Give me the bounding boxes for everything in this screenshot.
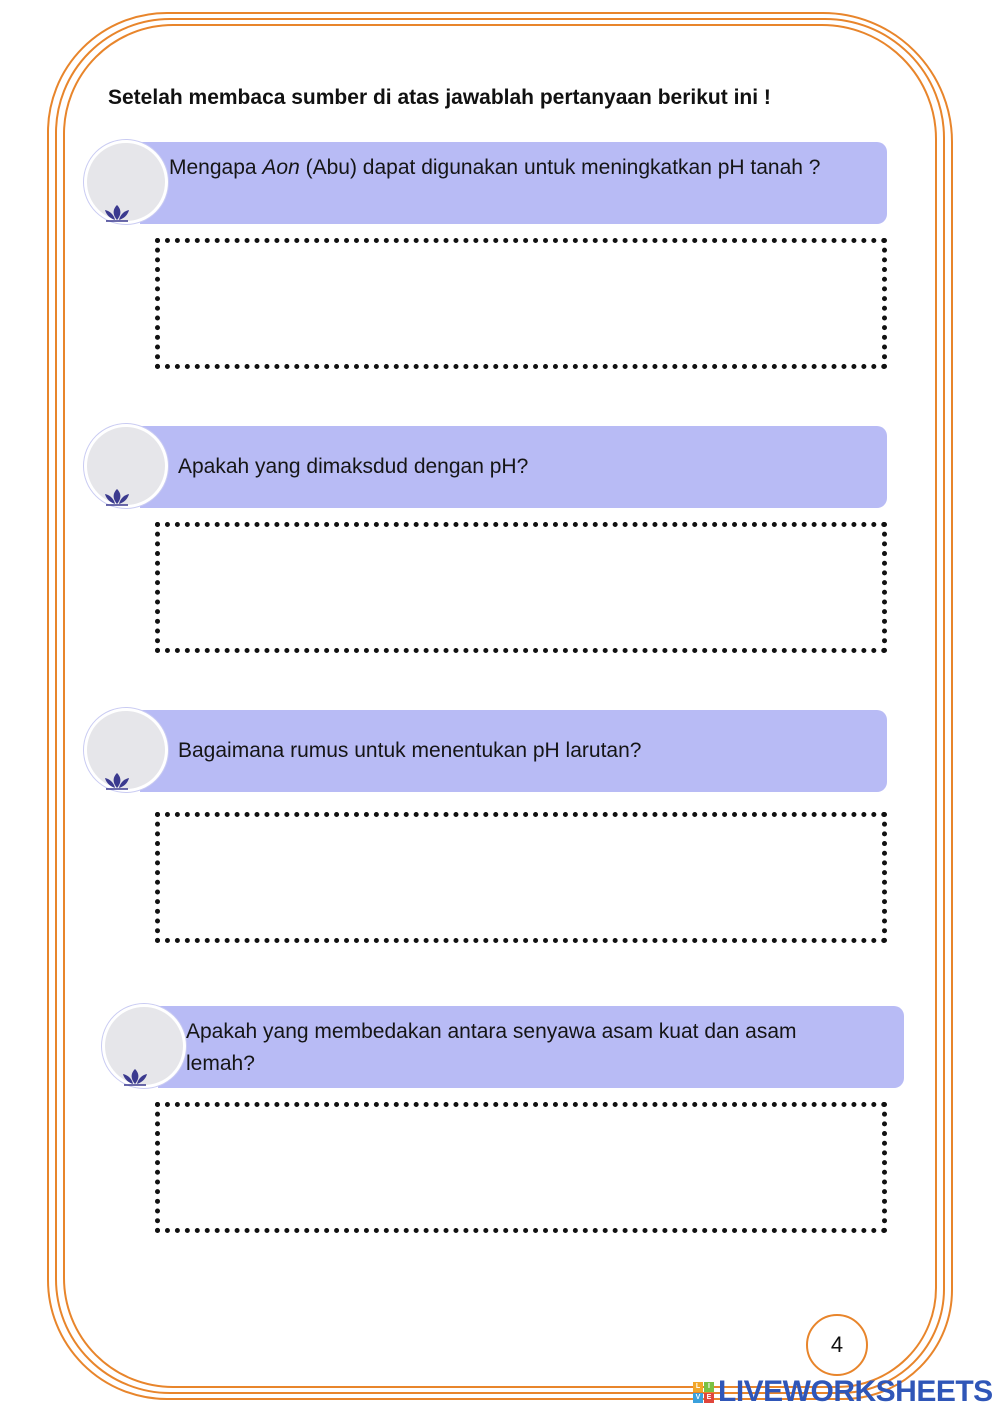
liveworksheets-logo-icon: L I V E bbox=[693, 1382, 714, 1403]
question-text: Apakah yang membedakan antara senyawa asam kuat dan asam lemah? bbox=[186, 1020, 797, 1075]
answer-box[interactable] bbox=[155, 812, 887, 943]
liveworksheets-brand bbox=[693, 1374, 993, 1410]
brand-name: LIVEWORKSHEETS bbox=[718, 1375, 993, 1408]
question-text: Apakah yang dimaksdud dengan pH? bbox=[178, 455, 529, 478]
question-text: Mengapa Aon (Abu) dapat digunakan untuk meningkatkan pH tanah ? bbox=[169, 156, 821, 179]
answer-box[interactable] bbox=[155, 1102, 887, 1233]
answer-box[interactable] bbox=[155, 522, 887, 653]
lotus-icon bbox=[102, 772, 132, 790]
page-number: 4 bbox=[830, 1332, 844, 1357]
lotus-icon bbox=[102, 488, 132, 506]
lotus-icon bbox=[102, 204, 132, 222]
instruction-heading: Setelah membaca sumber di atas jawablah pertanyaan berikut ini ! bbox=[108, 86, 771, 109]
lotus-icon bbox=[120, 1068, 150, 1086]
question-text: Bagaimana rumus untuk menentukan pH larutan? bbox=[178, 739, 642, 762]
answer-box[interactable] bbox=[155, 238, 887, 369]
